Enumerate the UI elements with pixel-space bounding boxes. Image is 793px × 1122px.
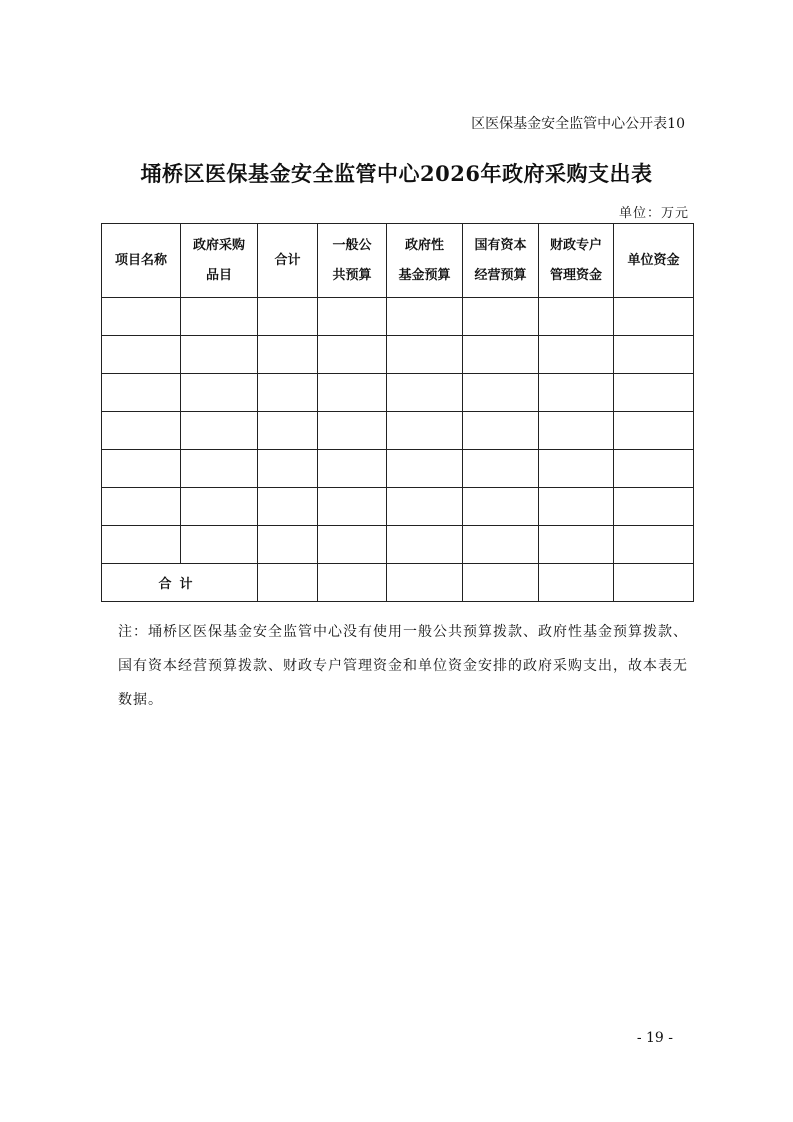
table-cell — [463, 298, 539, 336]
header-general-budget: 一般公 共预算 — [318, 224, 387, 298]
table-cell — [539, 450, 614, 488]
total-label: 合计 — [102, 564, 258, 602]
table-cell — [318, 526, 387, 564]
table-cell — [387, 564, 463, 602]
table-cell — [181, 374, 258, 412]
table-cell — [387, 450, 463, 488]
table-cell — [102, 336, 181, 374]
table-cell — [258, 526, 318, 564]
page-number: - 19 - — [636, 1030, 673, 1046]
table-cell — [463, 526, 539, 564]
table-cell — [539, 526, 614, 564]
table-cell — [318, 450, 387, 488]
table-cell — [463, 374, 539, 412]
table-cell — [258, 336, 318, 374]
table-cell — [614, 488, 694, 526]
table-cell — [463, 488, 539, 526]
table-row — [102, 298, 694, 336]
table-cell — [102, 526, 181, 564]
table-row — [102, 412, 694, 450]
table-cell — [258, 412, 318, 450]
table-cell — [387, 336, 463, 374]
table-cell — [258, 488, 318, 526]
table-cell — [258, 298, 318, 336]
table-cell — [539, 412, 614, 450]
table-cell — [614, 526, 694, 564]
table-cell — [614, 336, 694, 374]
table-cell — [318, 488, 387, 526]
header-procurement-category: 政府采购 品目 — [181, 224, 258, 298]
table-row — [102, 336, 694, 374]
procurement-table — [101, 223, 694, 602]
table-cell — [614, 412, 694, 450]
table-cell — [463, 412, 539, 450]
table-cell — [258, 450, 318, 488]
header-project-name: 项目名称 — [102, 224, 181, 298]
unit-label: 单位：万元 — [618, 206, 689, 221]
table-cell — [102, 450, 181, 488]
table-row — [102, 526, 694, 564]
table-cell — [387, 412, 463, 450]
table-cell — [318, 412, 387, 450]
table-cell — [539, 298, 614, 336]
table-cell — [318, 298, 387, 336]
table-row — [102, 374, 694, 412]
table-cell — [463, 336, 539, 374]
table-cell — [387, 374, 463, 412]
page-title: 埇桥区医保基金安全监管中心2026年政府采购支出表 — [140, 161, 653, 186]
table-cell — [181, 488, 258, 526]
table-cell — [387, 488, 463, 526]
table-cell — [539, 374, 614, 412]
table-cell — [102, 298, 181, 336]
table-total-row — [102, 564, 694, 602]
table-cell — [387, 298, 463, 336]
table-cell — [614, 298, 694, 336]
header-state-capital-budget: 国有资本 经营预算 — [463, 224, 539, 298]
table-row — [102, 488, 694, 526]
table-cell — [181, 526, 258, 564]
table-cell — [181, 298, 258, 336]
header-fiscal-account-funds: 财政专户 管理资金 — [539, 224, 614, 298]
table-cell — [539, 488, 614, 526]
table-cell — [318, 564, 387, 602]
table-cell — [181, 336, 258, 374]
note-text: 注：埇桥区医保基金安全监管中心没有使用一般公共预算拨款、政府性基金预算拨款、国有资本经营预算拨款、财政专户管理资金和单位资金安排的政府采购支出，故本表无数据。 — [118, 624, 688, 708]
table-cell — [318, 374, 387, 412]
table-cell — [614, 374, 694, 412]
table-cell — [318, 336, 387, 374]
table-cell — [181, 450, 258, 488]
table-cell — [463, 564, 539, 602]
table-cell — [102, 374, 181, 412]
table-cell — [463, 450, 539, 488]
table-cell — [102, 412, 181, 450]
table-cell — [539, 336, 614, 374]
table-header-row — [102, 224, 694, 298]
table-code: 区医保基金安全监管中心公开表10 — [471, 116, 685, 132]
table-cell — [181, 412, 258, 450]
table-cell — [258, 564, 318, 602]
table-cell — [539, 564, 614, 602]
header-total: 合计 — [258, 224, 318, 298]
table-cell — [387, 526, 463, 564]
table-cell — [258, 374, 318, 412]
table-cell — [102, 488, 181, 526]
table-row — [102, 450, 694, 488]
header-fund-budget: 政府性 基金预算 — [387, 224, 463, 298]
header-unit-funds: 单位资金 — [614, 224, 694, 298]
table-cell — [614, 450, 694, 488]
table-cell — [614, 564, 694, 602]
